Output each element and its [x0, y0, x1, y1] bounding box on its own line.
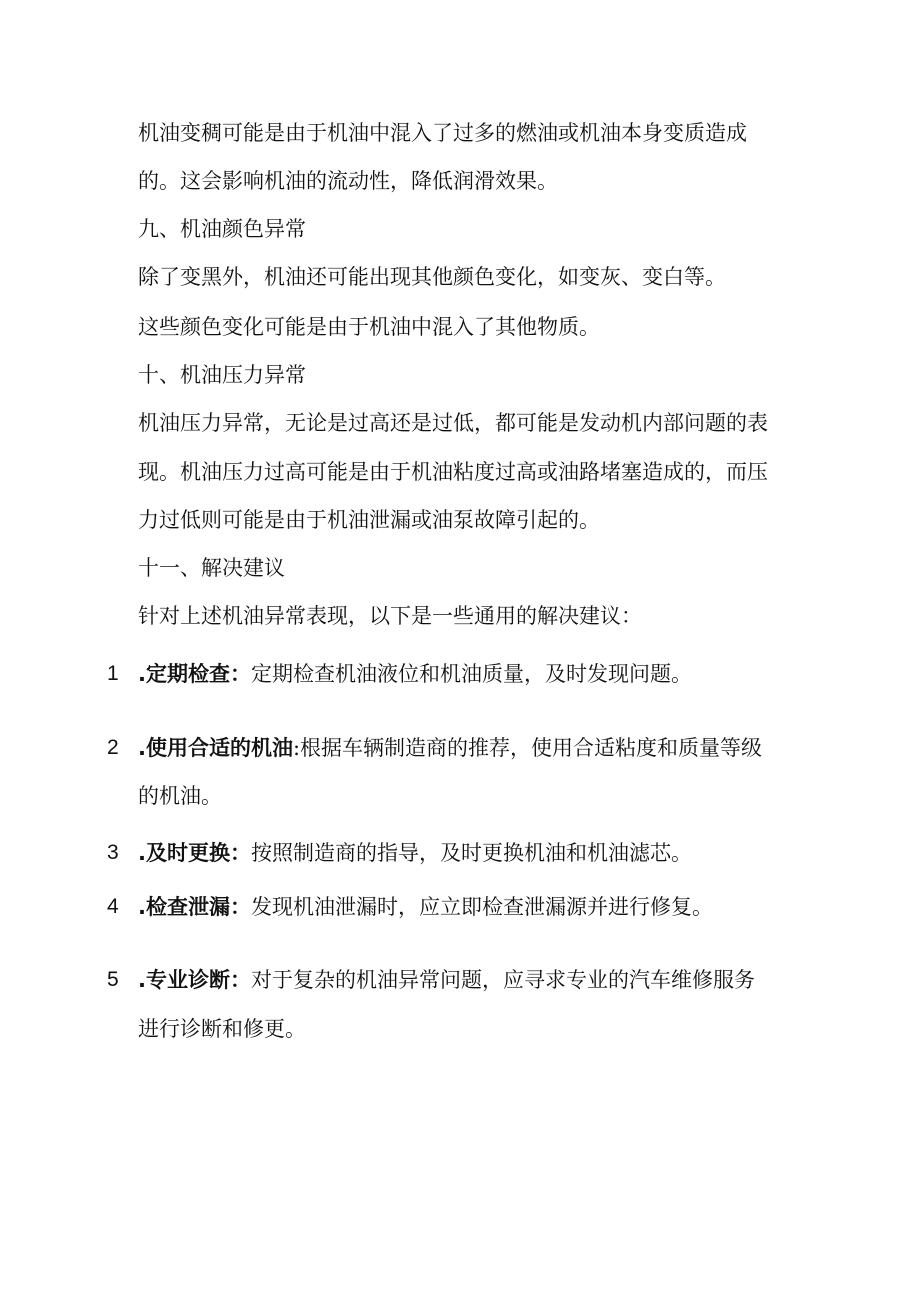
item-text: 按照制造商的指导，及时更换机油和机油滤芯。	[250, 841, 692, 865]
item-line	[138, 733, 762, 763]
item-separator: .	[138, 968, 146, 992]
item-line	[138, 838, 692, 868]
paragraph-line: 力过低则可能是由于机油泄漏或油泵故障引起的。	[138, 508, 600, 532]
item-label: 检查泄漏：	[145, 895, 251, 919]
item-line	[138, 965, 755, 995]
item-label: 专业诊断：	[145, 968, 251, 992]
paragraph-line: 现。机油压力过高可能是由于机油粘度过高或油路堵塞造成的，而压	[138, 460, 768, 484]
item-number: 5	[107, 968, 119, 991]
item-line	[138, 892, 713, 922]
item-text: 对于复杂的机油异常问题，应寻求专业的汽车维修服务	[250, 968, 755, 992]
item-separator: .	[138, 662, 146, 686]
intro-paragraph: 针对上述机油异常表现，以下是一些通用的解决建议：	[138, 604, 642, 628]
item-separator: .	[138, 895, 146, 919]
section-heading-11: 十一、解决建议	[138, 556, 285, 580]
item-label: 使用合适的机油	[145, 736, 293, 760]
section-heading-10: 十、机油压力异常	[138, 363, 306, 387]
item-label: 定期检查：	[145, 662, 251, 686]
item-text: :根据车辆制造商的推荐，使用合适粘度和质量等级	[292, 736, 763, 760]
item-separator: .	[138, 736, 146, 760]
item-number: 2	[107, 736, 119, 759]
item-line	[138, 659, 692, 689]
item-text: 定期检查机油液位和机油质量，及时发现问题。	[250, 662, 692, 686]
paragraph-line: 机油变稠可能是由于机油中混入了过多的燃油或机油本身变质造成	[138, 121, 747, 145]
paragraph-line: 机油压力异常，无论是过高还是过低，都可能是发动机内部问题的表	[138, 411, 768, 435]
item-continuation: 进行诊断和修更。	[138, 1017, 306, 1041]
item-continuation: 的机油。	[138, 784, 222, 808]
paragraph-line: 的。这会影响机油的流动性，降低润滑效果。	[138, 169, 558, 193]
item-separator: .	[138, 841, 146, 865]
section-heading-9: 九、机油颜色异常	[138, 217, 306, 241]
paragraph-line: 这些颜色变化可能是由于机油中混入了其他物质。	[138, 315, 600, 339]
item-label: 及时更换：	[145, 841, 251, 865]
paragraph-line: 除了变黑外，机油还可能出现其他颜色变化，如变灰、变白等。	[138, 265, 726, 289]
item-text: 发现机油泄漏时，应立即检查泄漏源并进行修复。	[250, 895, 713, 919]
item-number: 1	[107, 662, 119, 685]
item-number: 4	[107, 895, 119, 918]
item-number: 3	[107, 841, 119, 864]
